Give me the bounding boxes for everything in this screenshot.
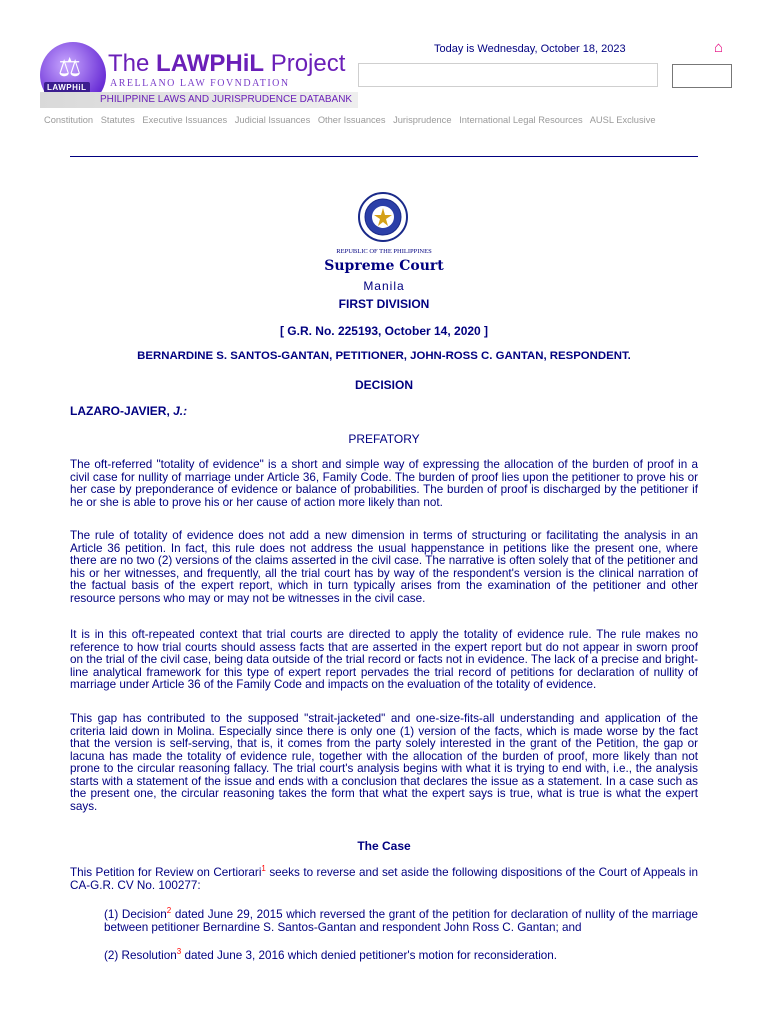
nav-jurisprudence[interactable]: Jurisprudence [393, 115, 452, 125]
paragraph-4: This gap has contributed to the supposed "strait-jacketed" and one-size-fits-all understanding and application of the criteria laid down in Molina. Especially since there is only one (1) version of the facts, which is made worse by the fact that the version is self-serving, that is, it comes from the party solely interested in the grant of the Petition, the gap or lacuna has made the totality of evidence rule, together with the allocation of the burden of proof, more likely than not prone to the circular reasoning fallacy. The trial court's analysis begins with what it is trying to end with, i.e., the analysis starts with a statement of the issue and ends with a conclusion that declares the issue as a statement. In a case such as the present one, the circular reasoning takes the form that what the expert says is true, what is true is what the expert says. [70, 712, 698, 813]
paragraph-1: The oft-referred "totality of evidence" is a short and simple way of expressing the allocation of the burden of proof in a civil case for nullity of marriage under Article 36, Family Code. The burden of proof lies upon the petitioner to prove his or her case by preponderance of evidence or balance of probabilities. The burden of proof is discharged by the petitioner if he or she is able to prove his or her cause of action more likely than not. [70, 458, 698, 509]
nav-ausl-exclusive[interactable]: AUSL Exclusive [589, 115, 656, 125]
nav-international-legal-resources[interactable]: International Legal Resources [459, 115, 583, 125]
court-division: FIRST DIVISION [338, 297, 430, 311]
home-icon[interactable]: ⌂ [714, 39, 724, 56]
court-city: Manila [363, 279, 405, 293]
search-input[interactable] [358, 63, 658, 87]
court-name: Supreme Court [324, 258, 444, 274]
prefatory-heading: PREFATORY [348, 432, 420, 446]
header-divider [70, 156, 698, 157]
main-nav [44, 115, 661, 125]
search-button[interactable] [672, 64, 732, 88]
foundation-name: ARELLANO LAW FOVNDATION [110, 78, 290, 89]
disposition-item-1: (1) Decision$^2$ dated June 29, 2015 which reversed the grant of the petition for declaration of nullity of the marriage between petitioner Bernardine S. Santos-Gantan and respondent John Ross C. Gantan; and [104, 906, 698, 934]
site-header [0, 0, 768, 135]
databank-label: PHILIPPINE LAWS AND JURISPRUDENCE DATABANK [100, 94, 353, 105]
nav-judicial-issuances[interactable]: Judicial Issuances [234, 115, 311, 125]
footnote-link-1[interactable]: 1 [261, 864, 266, 874]
logo-badge: LAWPHiL [44, 82, 90, 93]
nav-statutes[interactable]: Statutes [100, 115, 135, 125]
case-parties: BERNARDINE S. SANTOS-GANTAN, PETITIONER, JOHN-ROSS C. GANTAN, RESPONDENT. [137, 350, 631, 362]
nav-executive-issuances[interactable]: Executive Issuances [142, 115, 228, 125]
supreme-court-seal-icon [358, 192, 408, 242]
decision-heading: DECISION [354, 378, 413, 392]
ponente: LAZARO-JAVIER, J.: [70, 404, 188, 418]
case-number: [ G.R. No. 225193, October 14, 2020 ] [279, 324, 489, 338]
today-date: Today is Wednesday, October 18, 2023 [434, 43, 626, 55]
republic-label: REPUBLIC OF THE PHILIPPINES [336, 248, 432, 255]
scales-of-justice-icon: ⚖ [58, 52, 82, 82]
paragraph-5: This Petition for Review on Certiorari$^1$ seeks to reverse and set aside the following dispositions of the Court of Appeals in CA-G.R. CV No. 100277: [70, 864, 698, 892]
databank-bar [40, 92, 358, 108]
paragraph-3: It is in this oft-repeated context that trial courts are directed to apply the totality of evidence rule. The rule makes no reference to how trial courts should assess facts that are asserted in the expert report but do not appear in sworn proof on the trial of the civil case, being data outside of the trial record or facts not in evidence. The lack of a precise and bright-line analytical framework for this type of expert report pervades the trial record of petitions for declaration of nullity of marriage under Article 36 of the Family Code and impacts on the evaluation of the totality of evidence. [70, 628, 698, 691]
brand-title: The LAWPHiL Project [108, 50, 346, 77]
the-case-heading: The Case [357, 839, 411, 853]
paragraph-2: The rule of totality of evidence does not add a new dimension in terms of structuring or facilitating the analysis in an Article 36 petition. In fact, this rule does not address the usual happenstance in petitions like the present one, where there are no two (2) versions of the claims asserted in the civil case. The narrative is often solely that of the petitioner and his or her witnesses, and frequently, all the trial court has by way of the respondent's version is the clinical narration of the factual basis of the expert report, which in turn typically arises from the examination of the petitioner and other resource persons who may or may not be witnesses in the civil case. [70, 529, 698, 605]
footnote-link-3[interactable]: 3 [176, 947, 182, 957]
nav-other-issuances[interactable]: Other Issuances [317, 115, 386, 125]
nav-constitution[interactable]: Constitution [44, 115, 94, 125]
footnote-link-2[interactable]: 2 [166, 906, 172, 916]
disposition-item-2: (2) Resolution$^3$ dated June 3, 2016 which denied petitioner's motion for reconsideration. [104, 947, 558, 962]
